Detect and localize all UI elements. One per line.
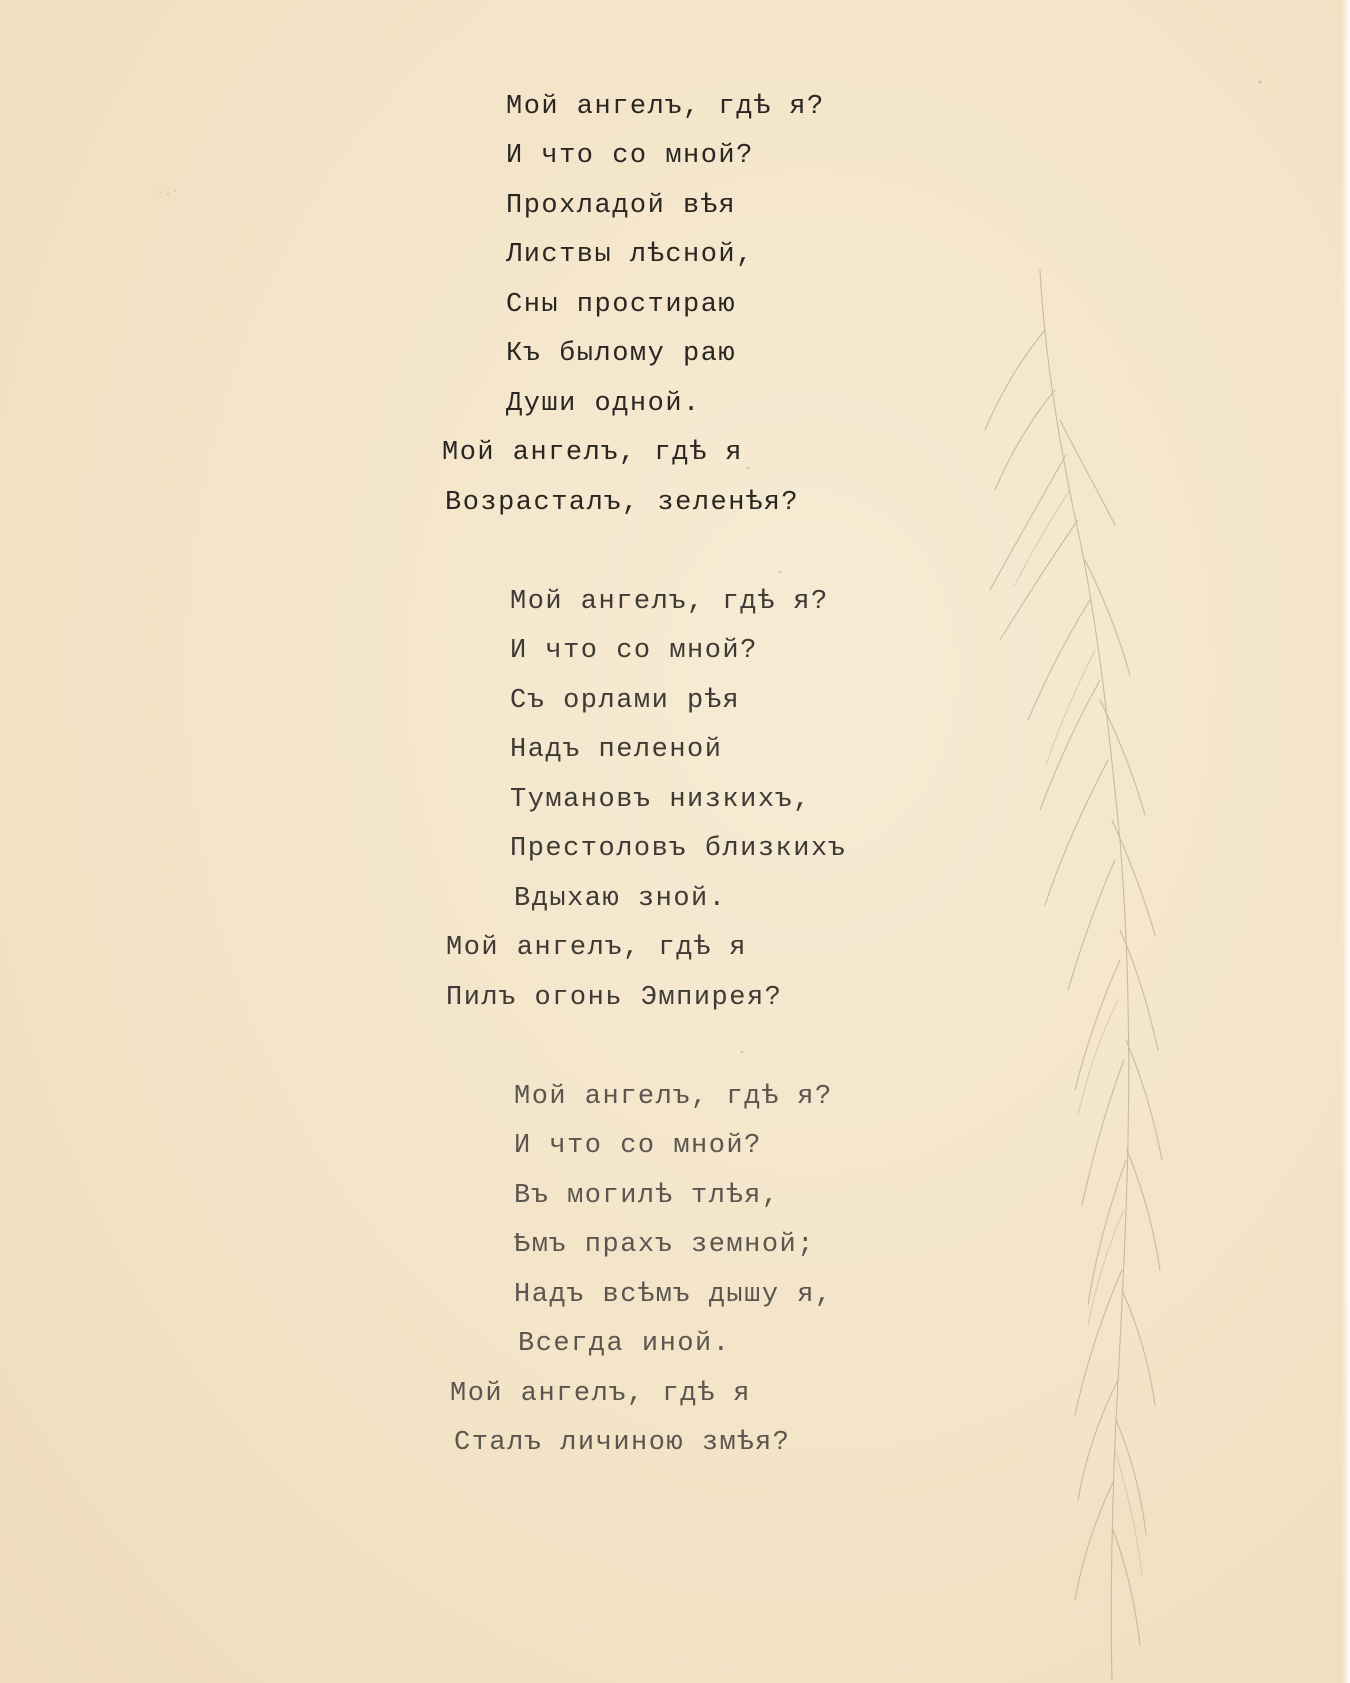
poem-line: Сталъ личиною змѣя? <box>454 1428 791 1458</box>
poem-line: Надъ всѣмъ дышу я, <box>514 1280 833 1310</box>
poem-line: Тумановъ низкихъ, <box>510 785 811 815</box>
poem-line: И что со мной? <box>506 141 754 171</box>
poem-line: Прохладой вѣя <box>506 191 737 221</box>
poem-line: Души одной. <box>506 389 701 419</box>
poem-line: Вдыхаю зной. <box>514 884 727 914</box>
poem-line: Престоловъ близкихъ <box>510 834 847 864</box>
poem-line: Сны простираю <box>506 290 737 320</box>
poem-line: Надъ пеленой <box>510 735 723 765</box>
poem-line: Возрасталъ, зеленѣя? <box>445 488 800 518</box>
poem-line: Въ могилѣ тлѣя, <box>514 1181 780 1211</box>
poem-line: Мой ангелъ, гдѣ я? <box>514 1082 833 1112</box>
poem-line: Мой ангелъ, гдѣ я <box>446 933 747 963</box>
poem-line: И что со мной? <box>510 636 758 666</box>
poem-line: И что со мной? <box>514 1131 762 1161</box>
poem-line: Къ былому раю <box>506 339 737 369</box>
poem-line: Листвы лѣсной, <box>506 240 754 270</box>
poem-line: Мой ангелъ, гдѣ я? <box>506 92 825 122</box>
poem-line: Ѣмъ прахъ земной; <box>514 1230 815 1260</box>
poem-line: Всегда иной. <box>518 1329 731 1359</box>
poem-line: Мой ангелъ, гдѣ я? <box>510 587 829 617</box>
poem-line: Съ орлами рѣя <box>510 686 741 716</box>
poem-line: Мой ангелъ, гдѣ я <box>450 1379 751 1409</box>
poem-line: Пилъ огонь Эмпирея? <box>446 983 783 1013</box>
poem-line: Мой ангелъ, гдѣ я <box>442 438 743 468</box>
